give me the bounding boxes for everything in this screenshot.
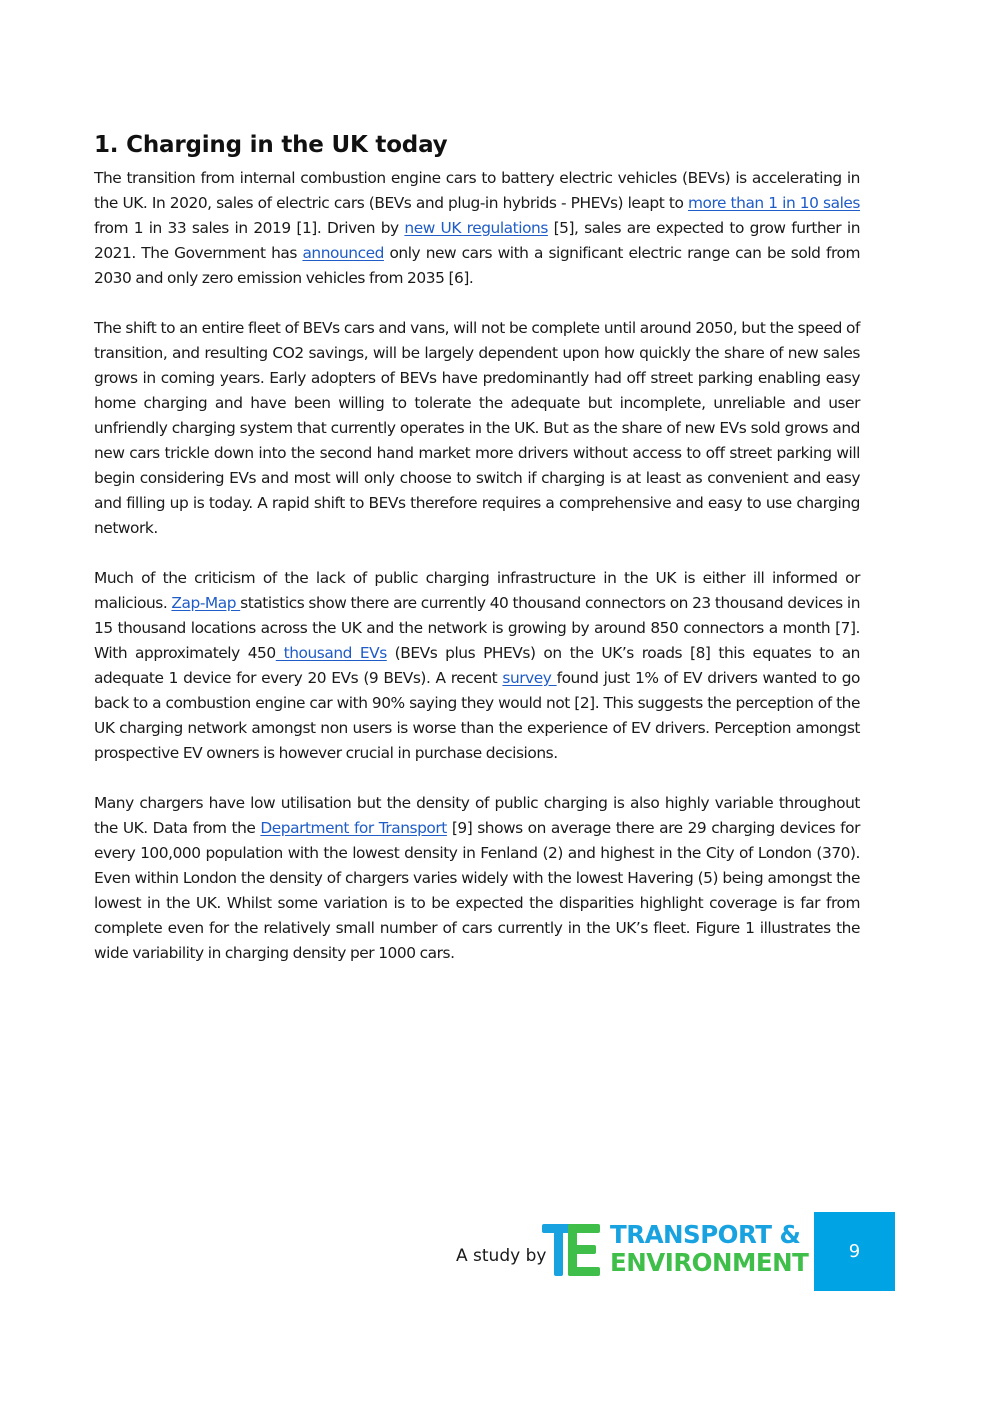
transport-environment-logo [610, 1221, 808, 1277]
logo-line-environment: ENVIRONMENT [610, 1248, 809, 1277]
paragraph-text: Much of the criticism of the lack of public charging infrastructure in the UK is either ill informed or malicious. [94, 569, 860, 612]
link-announced[interactable]: announced [302, 244, 384, 262]
te-logo-icon [542, 1224, 600, 1276]
logo-line-transport: TRANSPORT & [610, 1220, 801, 1249]
study-by-label: A study by [456, 1246, 547, 1266]
link-new-uk-regulations[interactable]: new UK regulations [404, 219, 548, 237]
page-footer [456, 1212, 895, 1291]
link-more-than-1-in-10-sales[interactable]: more than 1 in 10 sales [687, 194, 860, 212]
link-survey[interactable]: survey [502, 669, 557, 687]
paragraph-text: (BEVs plus PHEVs) on the UK’s roads [8] this equates to an adequate 1 device for every 20 EVs (9 BEVs). A recent [94, 644, 860, 687]
paragraph-text: The transition from internal combustion engine cars to battery electric vehicles (BEVs) is accelerating in the UK. In 2020, sales of electric cars (BEVs and plug-in hybrids - PHEVs) leapt to [94, 169, 860, 212]
page-number-box [814, 1212, 895, 1291]
link-thousand-evs[interactable]: thousand EVs [275, 644, 387, 662]
link-zap-map[interactable]: Zap-Map [171, 594, 241, 612]
paragraph-text: found just 1% of EV drivers wanted to go back to a combustion engine car with 90% saying they would not [2]. This suggests the perception of the UK charging network amongst non users is worse than the experience of EV drivers. Perception amongst prospective EV owners is however crucial in purchase decisions. [94, 669, 860, 762]
paragraph-text: [5], sales are expected to grow further in 2021. The Government has [94, 219, 860, 262]
link-department-for-transport[interactable]: Department for Transport [260, 819, 447, 837]
paragraph-text: only new cars with a significant electric range can be sold from 2030 and only zero emission vehicles from 2035 [6]. [94, 244, 860, 287]
paragraph-1 [94, 166, 860, 291]
paragraph-text: statistics show there are currently 40 thousand connectors on 23 thousand devices in 15 thousand locations across the UK and the network is growing by around 850 connectors a month [7]. With approximately 450 [94, 594, 861, 662]
paragraph-text: [9] shows on average there are 29 charging devices for every 100,000 population with the lowest density in Fenland (2) and highest in the City of London (370). Even within London the density of chargers varies widely with the lowest Havering (5) being amongst the lowest in the UK. Whilst some variation is to be expected the disparities highlight coverage is far from complete even for the relatively small number of cars currently in the UK’s fleet. Figure 1 illustrates the wide variability in charging density per 1000 cars. [94, 819, 860, 962]
page-number: 9 [848, 1241, 861, 1262]
paragraph-4 [94, 791, 860, 966]
section-title: 1. Charging in the UK today [94, 132, 448, 158]
main-content [94, 130, 860, 991]
paragraph-3 [94, 566, 860, 766]
paragraph-text: from 1 in 33 sales in 2019 [1]. Driven by [94, 219, 405, 237]
paragraph-text: Many chargers have low utilisation but the density of public charging is also highly variable throughout the UK. Data from the [94, 794, 860, 837]
paragraph-2: The shift to an entire fleet of BEVs cars and vans, will not be complete until around 2050, but the speed of transition, and resulting CO2 savings, will be largely dependent upon how quickly the share of new sales grows in coming years. Early adopters of BEVs have predominantly had off street parking enabling easy home charging and have been willing to tolerate the adequate but incomplete, unreliable and user unfriendly charging system that currently operates in the UK. But as the share of new EVs sold grows and new cars trickle down into the second hand market more drivers without access to off street parking will begin considering EVs and most will only choose to switch if charging is at least as convenient and easy and filling up is today. A rapid shift to BEVs therefore requires a comprehensive and easy to use charging network. [94, 319, 860, 537]
